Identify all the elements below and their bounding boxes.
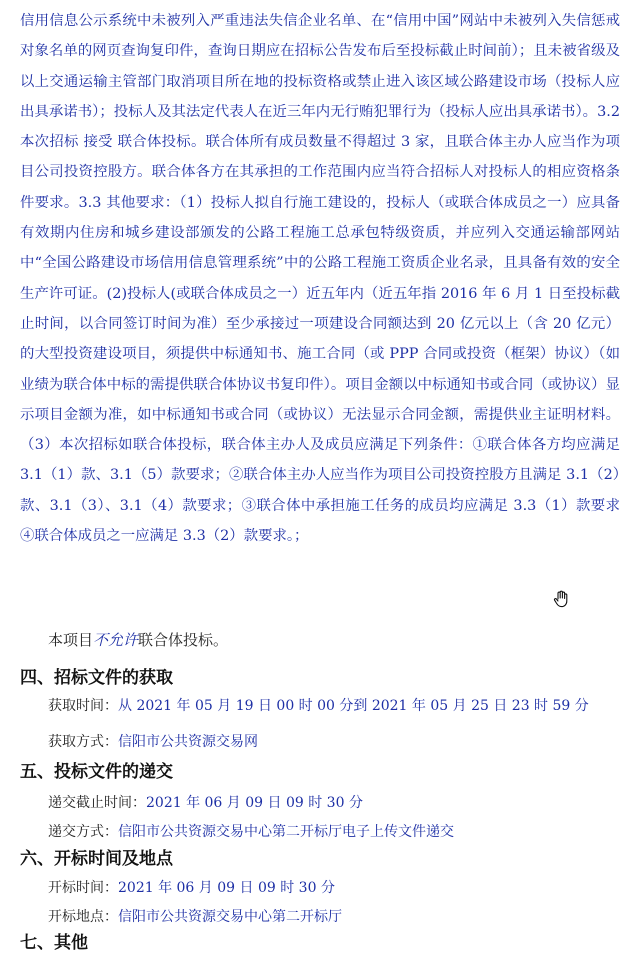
consortium-note — [48, 628, 228, 652]
consortium-note-suffix: 联合体投标。 — [138, 631, 229, 649]
opening-time-value: 2021 年 06 月 09 日 09 时 30 分 — [118, 880, 335, 896]
section-heading-submission: 五、投标文件的递交 — [20, 762, 173, 782]
opening-place-row — [48, 906, 342, 928]
acquisition-time-value: 从 2021 年 05 月 19 日 00 时 00 分到 2021 年 05 月 25 日 23 时 59 分 — [118, 698, 589, 714]
submission-deadline-value: 2021 年 06 月 09 日 09 时 30 分 — [146, 795, 363, 811]
acquisition-method-row — [48, 731, 258, 753]
section-heading-other: 七、其他 — [20, 933, 88, 953]
consortium-note-value: 不允许 — [93, 631, 139, 649]
consortium-note-prefix: 本项目 — [48, 631, 94, 649]
opening-time-label: 开标时间： — [48, 880, 118, 896]
acquisition-method-label: 获取方式： — [48, 734, 118, 750]
acquisition-time-row — [48, 695, 589, 717]
submission-method-row — [48, 821, 454, 843]
body-paragraph: 信用信息公示系统中未被列入严重违法失信企业名单、在“信用中国”网站中未被列入失信惩戒对象名单的网页查询复印件，查询日期应在招标公告发布后至投标截止时间前）；且未被省级及以上交通运输主管部门取消项目所在地的投标资格或禁止进入该区域公路建设市场（投标人应出具承诺书）；投标人及其法定代表人在近三年内无行贿犯罪行为（投标人应出具承诺书）。3.2 本次招标 接受 联合体投标。联合体所有成员数量不得超过 3 家，且联合体主办人应当作为项目公司投资控股方。联合体各方在其承担的工作范围内应当符合招标人对投标人的相应资格条件要求。3.3 其他要求：（1）投标人拟自行施工建设的，投标人（或联合体成员之一）应具备有效期内住房和城乡建设部颁发的公路工程施工总承包特级资质，并应列入交通运输部网站中“全国公路建设市场信用信息管理系统”中的公路工程施工资质企业名录，且具备有效的安全生产许可证。(2)投标人(或联合体成员之一）近五年内（近五年指 2016 年 6 月 1 日至投标截止时间，以合同签订时间为准）至少承接过一项建设合同额达到 20 亿元以上（含 20 亿元）的大型投资建设项目，须提供中标通知书、施工合同（或 PPP 合同或投资（框架）协议）（如业绩为联合体中标的需提供联合体协议书复印件）。项目金额以中标通知书或合同（或协议）显示项目金额为准，如中标通知书或合同（或协议）无法显示合同金额，需提供业主证明材料。（3）本次招标如联合体投标，联合体主办人及成员应满足下列条件：①联合体各方均应满足 3.1（1）款、3.1（5）款要求；②联合体主办人应当作为项目公司投资控股方且满足 3.1（2）款、3.1（3）、3.1（4）款要求；③联合体中承担施工任务的成员均应满足 3.3（1）款要求 ④联合体成员之一应满足 3.3（2）款要求。； — [20, 13, 620, 545]
acquisition-time-label: 获取时间： — [48, 698, 118, 714]
acquisition-method-value: 信阳市公共资源交易网 — [118, 734, 258, 750]
submission-deadline-row — [48, 792, 363, 814]
section-heading-acquisition: 四、招标文件的获取 — [20, 668, 173, 688]
submission-deadline-label: 递交截止时间： — [48, 795, 146, 811]
submission-method-label: 递交方式： — [48, 824, 118, 840]
opening-place-value: 信阳市公共资源交易中心第二开标厅 — [118, 909, 342, 925]
opening-place-label: 开标地点： — [48, 909, 118, 925]
section-heading-opening: 六、开标时间及地点 — [20, 849, 173, 869]
opening-time-row — [48, 877, 335, 899]
hand-pointer-icon — [552, 590, 570, 608]
submission-method-value: 信阳市公共资源交易中心第二开标厅电子上传文件递交 — [118, 824, 454, 840]
